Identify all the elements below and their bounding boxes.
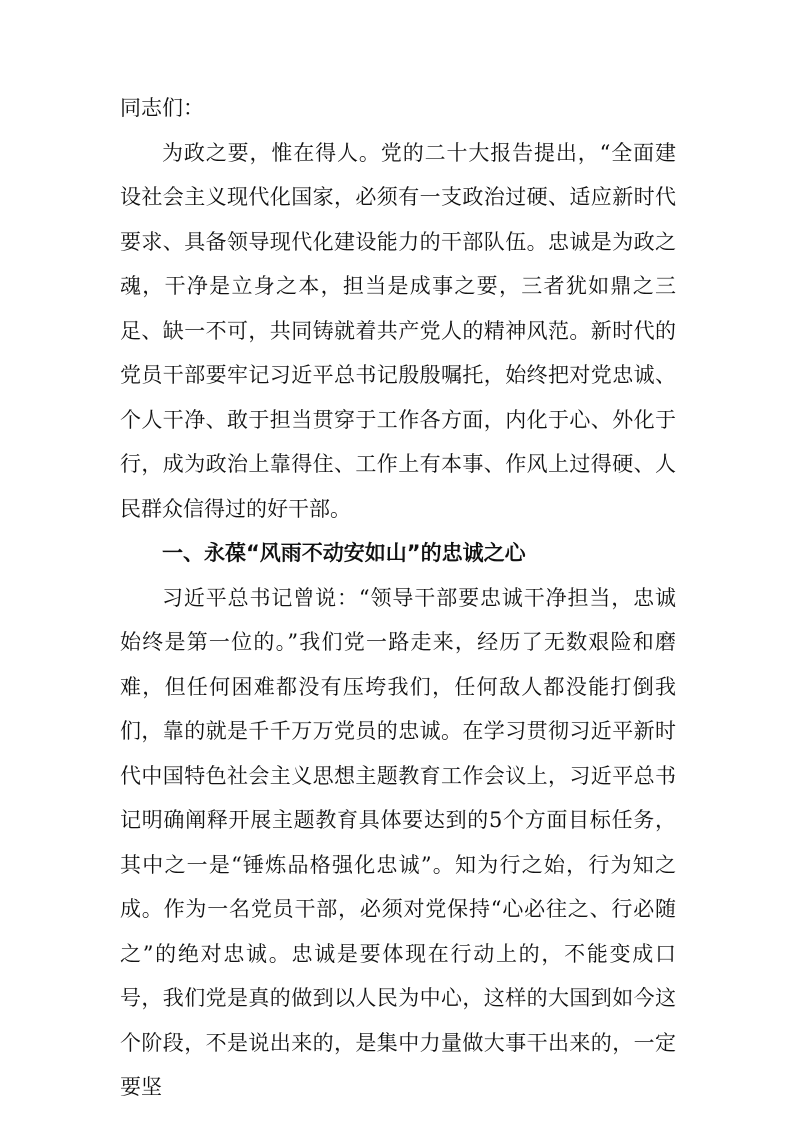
section-heading: 一、永葆“风雨不动安如山”的忠诚之心 xyxy=(162,541,526,565)
section-paragraph: 习近平总书记曾说：“领导干部要忠诚干净担当，忠诚始终是第一位的。”我们党一路走来，经历了无数艰险和磨难，但任何困难都没有压垮我们，任何敌人都没能打倒我们，靠的就是千千万万党员的忠诚。在学习贯彻习近平新时代中国特色社会主义思想主题教育工作会议上，习近平总书记明确阐释开展主题教育具体要达到的5个方面目标任务，其中之一是“锤炼品格强化忠诚”。知为行之始，行为知之成。作为一名党员干部，必须对党保持“心必往之、行必随之”的绝对忠诚。忠诚是要体现在行动上的，不能变成口号，我们党是真的做到以人民为中心，这样的大国到如今这个阶段，不是说出来的，是集中力量做大事干出来的，一定要坚 xyxy=(120,585,676,1099)
document-body xyxy=(120,86,676,1110)
intro-paragraph: 为政之要，惟在得人。党的二十大报告提出，“全面建设社会主义现代化国家，必须有一支政治过硬、适应新时代要求、具备领导现代化建设能力的干部队伍。忠诚是为政之魂，干净是立身之本，担当是成事之要，三者犹如鼎之三足、缺一不可，共同铸就着共产党人的精神风范。新时代的党员干部要牢记习近平总书记殷殷嘱托，始终把对党忠诚、个人干净、敢于担当贯穿于工作各方面，内化于心、外化于行，成为政治上靠得住、工作上有本事、作风上过得硬、人民群众信得过的好干部。 xyxy=(120,140,676,521)
greeting: 同志们： xyxy=(120,96,204,120)
